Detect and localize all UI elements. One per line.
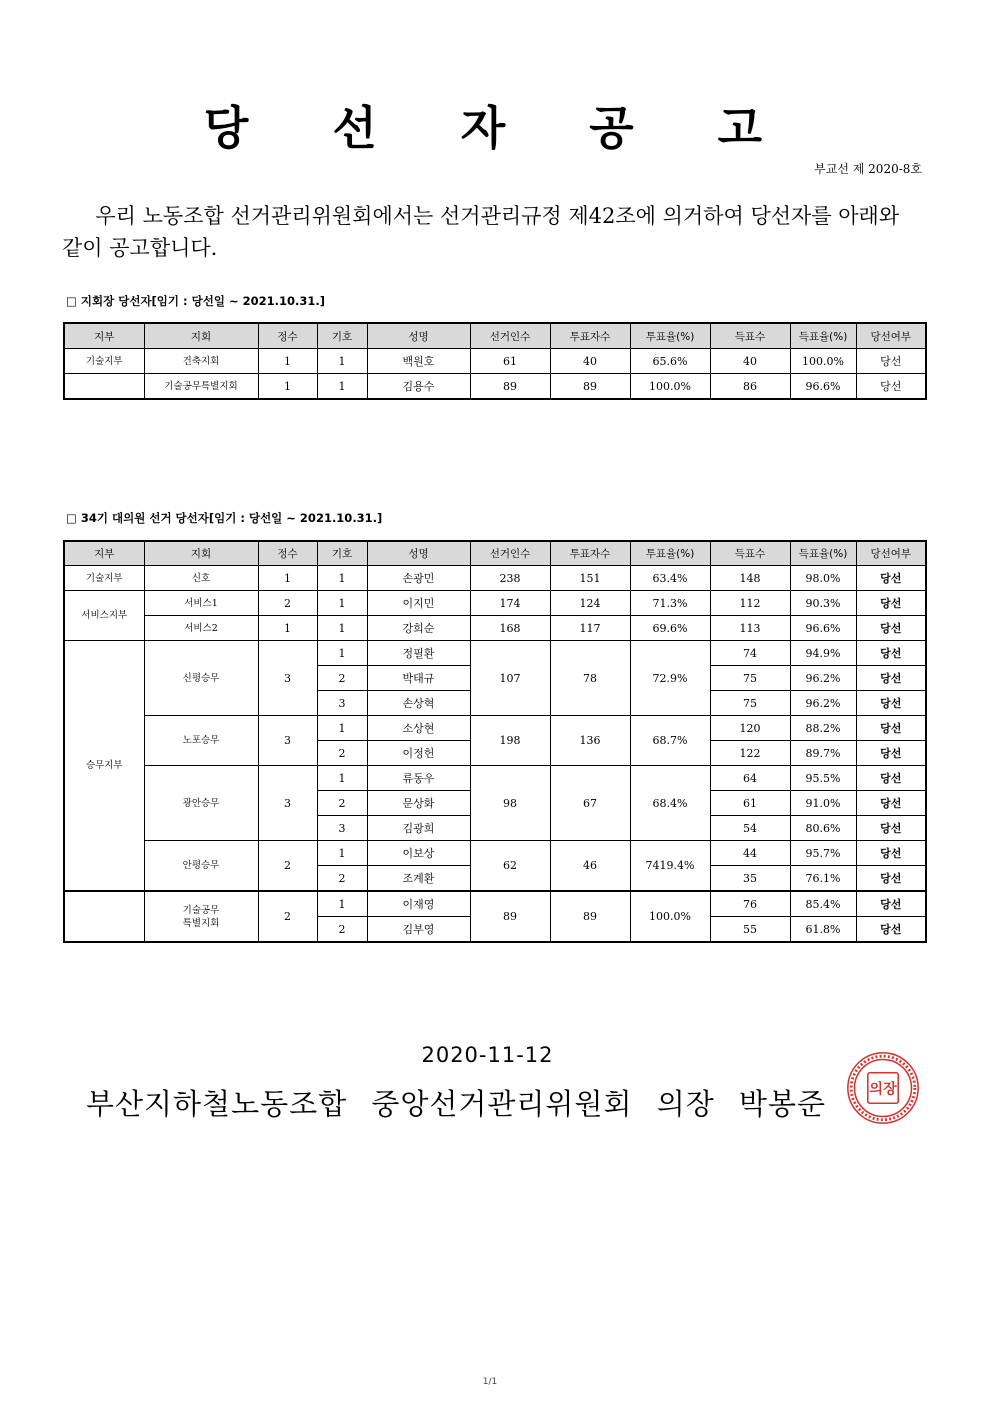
cell-seats: 2	[258, 841, 317, 892]
cell-share: 89.7%	[790, 741, 856, 766]
cell-turnout: 68.4%	[630, 766, 710, 841]
cell-voters: 98	[470, 766, 550, 841]
table-row	[64, 591, 926, 616]
col-header: 득표율(%)	[790, 541, 856, 566]
cell-voters: 198	[470, 716, 550, 766]
cell-name: 이지민	[367, 591, 470, 616]
cell-number: 3	[317, 691, 367, 716]
cell-voted: 67	[550, 766, 630, 841]
cell-voted: 46	[550, 841, 630, 892]
cell-branch	[64, 891, 144, 942]
section2-heading	[66, 510, 382, 526]
cell-share: 96.2%	[790, 666, 856, 691]
table-row	[64, 616, 926, 641]
col-header: 기호	[317, 323, 367, 349]
cell-number: 1	[317, 716, 367, 741]
cell-result: 당선	[856, 816, 926, 841]
cell-share: 98.0%	[790, 566, 856, 591]
cell-votes: 44	[710, 841, 790, 866]
cell-number: 2	[317, 791, 367, 816]
cell-branch	[64, 374, 144, 400]
cell-result: 당선	[856, 616, 926, 641]
cell-name: 이정헌	[367, 741, 470, 766]
col-header: 투표자수	[550, 323, 630, 349]
cell-share: 95.5%	[790, 766, 856, 791]
cell-seats: 1	[258, 566, 317, 591]
cell-result: 당선	[856, 741, 926, 766]
delegate-table	[63, 540, 927, 943]
cell-votes: 74	[710, 641, 790, 666]
cell-share: 96.2%	[790, 691, 856, 716]
chapter-head-table	[63, 322, 927, 400]
cell-branch: 기술지부	[64, 566, 144, 591]
cell-name: 손광민	[367, 566, 470, 591]
cell-share: 88.2%	[790, 716, 856, 741]
cell-result: 당선	[856, 591, 926, 616]
cell-result: 당선	[856, 791, 926, 816]
cell-votes: 55	[710, 917, 790, 943]
cell-voters: 174	[470, 591, 550, 616]
cell-seats: 2	[258, 891, 317, 942]
cell-votes: 35	[710, 866, 790, 892]
cell-number: 1	[317, 591, 367, 616]
cell-voted: 136	[550, 716, 630, 766]
cell-name: 이보상	[367, 841, 470, 866]
cell-share: 80.6%	[790, 816, 856, 841]
cell-votes: 120	[710, 716, 790, 741]
cell-seats: 3	[258, 641, 317, 716]
issuer-signature-line: 부산지하철노동조합 중앙선거관리위원회 의장 박봉준	[86, 1087, 826, 1121]
cell-name: 박태규	[367, 666, 470, 691]
cell-name: 강희순	[367, 616, 470, 641]
cell-voters: 238	[470, 566, 550, 591]
cell-seats: 3	[258, 766, 317, 841]
cell-result: 당선	[856, 917, 926, 943]
cell-votes: 113	[710, 616, 790, 641]
cell-name: 김용수	[367, 374, 470, 400]
cell-result: 당선	[856, 716, 926, 741]
cell-result: 당선	[856, 641, 926, 666]
section1-heading-text: 지회장 당선자[임기 : 당선일 ~ 2021.10.31.]	[80, 294, 325, 308]
cell-result: 당선	[856, 866, 926, 892]
cell-chapter: 신평승무	[144, 641, 258, 716]
cell-votes: 40	[710, 349, 790, 374]
col-header: 투표율(%)	[630, 541, 710, 566]
col-header: 정수	[258, 541, 317, 566]
intro-text: 우리 노동조합 선거관리위원회에서는 선거관리규정 제42조에 의거하여 당선자를 아래와 같이 공고합니다.	[62, 204, 900, 260]
table-header-row	[64, 323, 926, 349]
cell-name: 소상현	[367, 716, 470, 741]
cell-number: 1	[317, 891, 367, 917]
cell-voted: 124	[550, 591, 630, 616]
cell-result: 당선	[856, 566, 926, 591]
col-header: 지부	[64, 541, 144, 566]
cell-result: 당선	[856, 766, 926, 791]
cell-chapter: 건축지회	[144, 349, 258, 374]
cell-name: 손상혁	[367, 691, 470, 716]
cell-votes: 122	[710, 741, 790, 766]
cell-share: 94.9%	[790, 641, 856, 666]
table-row	[64, 374, 926, 400]
col-header: 성명	[367, 541, 470, 566]
col-header: 정수	[258, 323, 317, 349]
cell-number: 1	[317, 616, 367, 641]
cell-voted: 89	[550, 374, 630, 400]
cell-number: 1	[317, 349, 367, 374]
cell-result: 당선	[856, 841, 926, 866]
cell-chapter: 신호	[144, 566, 258, 591]
col-header: 지회	[144, 541, 258, 566]
document-title: 당 선 자 공 고	[203, 101, 797, 155]
cell-voters: 61	[470, 349, 550, 374]
seal-text: 의장	[869, 1081, 897, 1098]
table-row	[64, 641, 926, 666]
cell-turnout: 7419.4%	[630, 841, 710, 892]
cell-number: 1	[317, 374, 367, 400]
cell-votes: 112	[710, 591, 790, 616]
cell-votes: 148	[710, 566, 790, 591]
cell-chapter: 기술공무 특별지회	[144, 891, 258, 942]
cell-branch: 승무지부	[64, 641, 144, 892]
col-header: 선거인수	[470, 323, 550, 349]
cell-number: 2	[317, 866, 367, 892]
cell-name: 이재영	[367, 891, 470, 917]
col-header: 투표자수	[550, 541, 630, 566]
cell-result: 당선	[856, 349, 926, 374]
cell-number: 2	[317, 666, 367, 691]
cell-number: 3	[317, 816, 367, 841]
cell-chapter: 광안승무	[144, 766, 258, 841]
col-header: 당선여부	[856, 323, 926, 349]
col-header: 지회	[144, 323, 258, 349]
cell-name: 김광희	[367, 816, 470, 841]
official-seal-icon	[845, 1050, 921, 1126]
col-header: 성명	[367, 323, 470, 349]
section2-heading-text: 34기 대의원 선거 당선자[임기 : 당선일 ~ 2021.10.31.]	[80, 511, 383, 525]
cell-branch: 서비스지부	[64, 591, 144, 641]
cell-share: 91.0%	[790, 791, 856, 816]
col-header: 기호	[317, 541, 367, 566]
cell-turnout: 69.6%	[630, 616, 710, 641]
intro-paragraph	[62, 200, 922, 264]
cell-voted: 89	[550, 891, 630, 942]
cell-number: 2	[317, 917, 367, 943]
cell-name: 문상화	[367, 791, 470, 816]
cell-name: 김부영	[367, 917, 470, 943]
cell-voted: 117	[550, 616, 630, 641]
cell-chapter: 서비스1	[144, 591, 258, 616]
cell-share: 61.8%	[790, 917, 856, 943]
cell-share: 90.3%	[790, 591, 856, 616]
cell-result: 당선	[856, 374, 926, 400]
cell-turnout: 100.0%	[630, 891, 710, 942]
cell-seats: 3	[258, 716, 317, 766]
table-row	[64, 716, 926, 741]
cell-number: 1	[317, 766, 367, 791]
table-row	[64, 891, 926, 917]
col-header: 지부	[64, 323, 144, 349]
cell-voted: 40	[550, 349, 630, 374]
col-header: 득표율(%)	[790, 323, 856, 349]
cell-chapter: 노포승무	[144, 716, 258, 766]
col-header: 선거인수	[470, 541, 550, 566]
cell-number: 1	[317, 841, 367, 866]
cell-votes: 75	[710, 691, 790, 716]
page-number: 1/1	[482, 1377, 498, 1387]
cell-turnout: 71.3%	[630, 591, 710, 616]
cell-voters: 89	[470, 374, 550, 400]
cell-chapter: 안평승무	[144, 841, 258, 892]
cell-voters: 89	[470, 891, 550, 942]
cell-name: 조계환	[367, 866, 470, 892]
cell-share: 85.4%	[790, 891, 856, 917]
cell-votes: 75	[710, 666, 790, 691]
cell-seats: 1	[258, 616, 317, 641]
cell-votes: 86	[710, 374, 790, 400]
cell-name: 백원호	[367, 349, 470, 374]
cell-voted: 151	[550, 566, 630, 591]
table-row	[64, 766, 926, 791]
cell-number: 2	[317, 741, 367, 766]
cell-name: 정필환	[367, 641, 470, 666]
cell-result: 당선	[856, 691, 926, 716]
cell-turnout: 100.0%	[630, 374, 710, 400]
cell-share: 96.6%	[790, 374, 856, 400]
cell-result: 당선	[856, 891, 926, 917]
cell-voters: 107	[470, 641, 550, 716]
cell-chapter: 서비스2	[144, 616, 258, 641]
cell-turnout: 72.9%	[630, 641, 710, 716]
table-row	[64, 349, 926, 374]
announcement-date: 2020-11-12	[421, 1043, 554, 1067]
cell-turnout: 65.6%	[630, 349, 710, 374]
cell-name: 류동우	[367, 766, 470, 791]
cell-votes: 64	[710, 766, 790, 791]
cell-seats: 1	[258, 374, 317, 400]
table-row	[64, 841, 926, 866]
cell-turnout: 68.7%	[630, 716, 710, 766]
cell-voters: 168	[470, 616, 550, 641]
cell-share: 95.7%	[790, 841, 856, 866]
checkbox-glyph: □	[66, 511, 77, 525]
cell-branch: 기술지부	[64, 349, 144, 374]
section1-heading	[66, 293, 325, 309]
document-number: 부교선 제 2020-8호	[814, 162, 922, 176]
cell-share: 96.6%	[790, 616, 856, 641]
cell-chapter: 기술공무특별지회	[144, 374, 258, 400]
col-header: 투표율(%)	[630, 323, 710, 349]
cell-votes: 54	[710, 816, 790, 841]
cell-votes: 76	[710, 891, 790, 917]
cell-votes: 61	[710, 791, 790, 816]
table-header-row	[64, 541, 926, 566]
table-row	[64, 566, 926, 591]
cell-share: 100.0%	[790, 349, 856, 374]
col-header: 당선여부	[856, 541, 926, 566]
cell-turnout: 63.4%	[630, 566, 710, 591]
cell-voters: 62	[470, 841, 550, 892]
cell-share: 76.1%	[790, 866, 856, 892]
col-header: 득표수	[710, 323, 790, 349]
col-header: 득표수	[710, 541, 790, 566]
cell-seats: 2	[258, 591, 317, 616]
cell-number: 1	[317, 566, 367, 591]
cell-voted: 78	[550, 641, 630, 716]
cell-seats: 1	[258, 349, 317, 374]
cell-number: 1	[317, 641, 367, 666]
cell-result: 당선	[856, 666, 926, 691]
checkbox-glyph: □	[66, 294, 77, 308]
